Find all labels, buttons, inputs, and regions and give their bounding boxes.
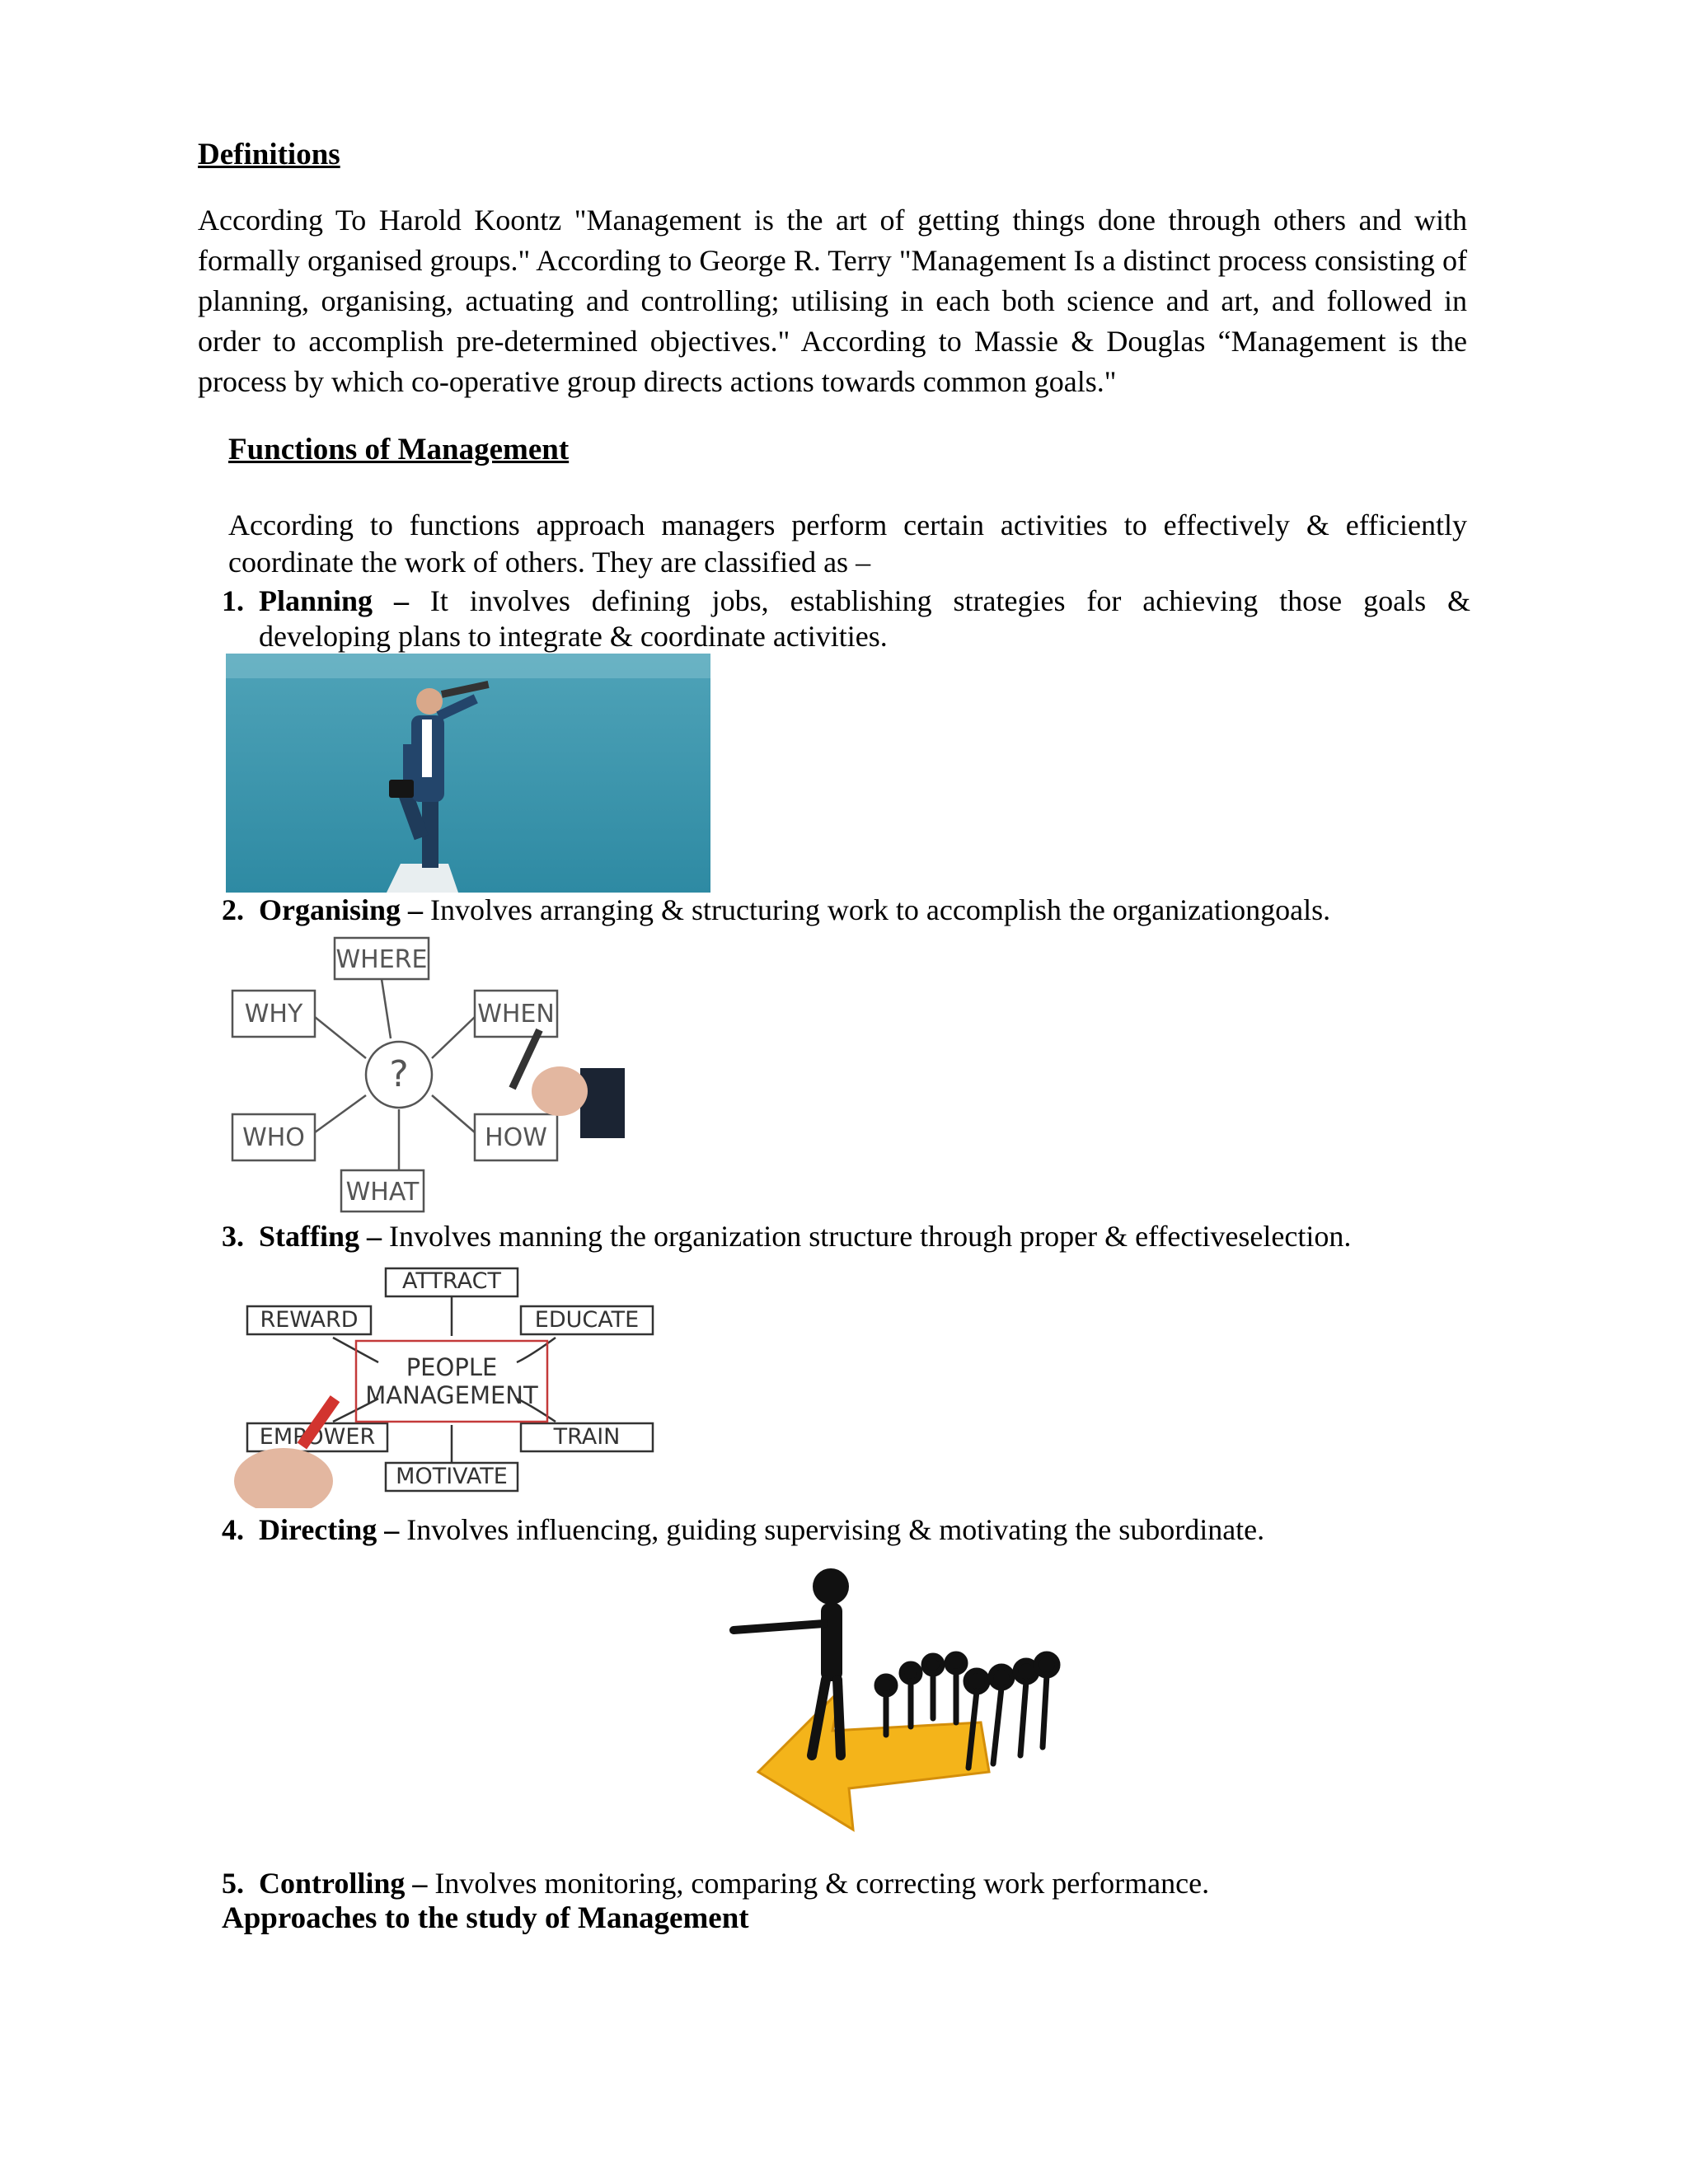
organising-label-why: WHY (244, 1000, 303, 1029)
item-text: Involves influencing, guiding supervising & motivating the subordinate. (399, 1513, 1265, 1546)
organising-label-who: WHO (242, 1123, 305, 1152)
item-text: Involves manning the organization structure through proper & effectiveselection. (382, 1220, 1352, 1253)
item-number: 1. (222, 584, 244, 617)
planning-image (226, 654, 710, 893)
staffing-center-line2: MANAGEMENT (365, 1381, 538, 1409)
item-number: 4. (222, 1513, 244, 1546)
item-text-continuation: developing plans to integrate & coordinate activities. (259, 620, 888, 653)
item-term: Controlling – (259, 1867, 428, 1900)
item-term: Organising – (259, 893, 424, 926)
item-body (259, 583, 1470, 619)
approaches-heading: Approaches to the study of Management (222, 1901, 749, 1935)
item-number: 5. (222, 1867, 244, 1900)
staffing-center-line1: PEOPLE (406, 1353, 498, 1381)
item-text: Involves arranging & structuring work to accomplish the organizationgoals. (423, 893, 1331, 926)
function-item-controlling (222, 1866, 1209, 1901)
functions-intro: According to functions approach managers perform certain activities to effectively & efficiently coordinate the work of others. They are classified as – (228, 509, 1467, 579)
staffing-label-reward: REWARD (260, 1307, 359, 1333)
item-number: 3. (222, 1220, 244, 1253)
functions-heading: Functions of Management (228, 433, 570, 466)
definitions-paragraph: According To Harold Koontz "Management is the art of getting things done through others and with formally organised groups." According to George R. Terry "Management Is a distinct process consisting of planning, organising, actuating and controlling; utilising in each both science and art, and followed in order to accomplish pre-determined objectives." According to Massie & Douglas “Management is the process by which co-operative group directs actions towards common goals." (198, 204, 1467, 398)
function-item-staffing (222, 1219, 1351, 1254)
item-text: It involves defining jobs, establishing strategies for achieving those goals & (409, 584, 1471, 617)
definitions-heading: Definitions (198, 138, 340, 171)
item-term: Staffing – (259, 1220, 382, 1253)
staffing-label-motivate: MOTIVATE (396, 1464, 508, 1489)
item-text: Involves monitoring, comparing & correcting work performance. (427, 1867, 1210, 1900)
function-item-planning (222, 583, 1471, 653)
item-number: 2. (222, 893, 244, 926)
staffing-label-educate: EDUCATE (534, 1307, 640, 1333)
staffing-diagram (226, 1265, 656, 1508)
item-term: Directing – (259, 1513, 400, 1546)
organising-label-how: HOW (485, 1123, 547, 1152)
directing-image (709, 1566, 1080, 1854)
staffing-label-empower: EMPOWER (259, 1424, 376, 1450)
staffing-label-attract: ATTRACT (402, 1268, 501, 1294)
staffing-label-train: TRAIN (553, 1424, 621, 1450)
organising-label-when: WHEN (477, 1000, 555, 1029)
item-term: Planning – (259, 584, 409, 617)
organising-diagram (226, 935, 625, 1215)
function-item-organising (222, 893, 1330, 928)
organising-center-mark: ? (389, 1053, 409, 1095)
function-item-directing (222, 1512, 1264, 1548)
organising-label-what: WHAT (345, 1178, 420, 1207)
organising-label-where: WHERE (335, 945, 428, 974)
